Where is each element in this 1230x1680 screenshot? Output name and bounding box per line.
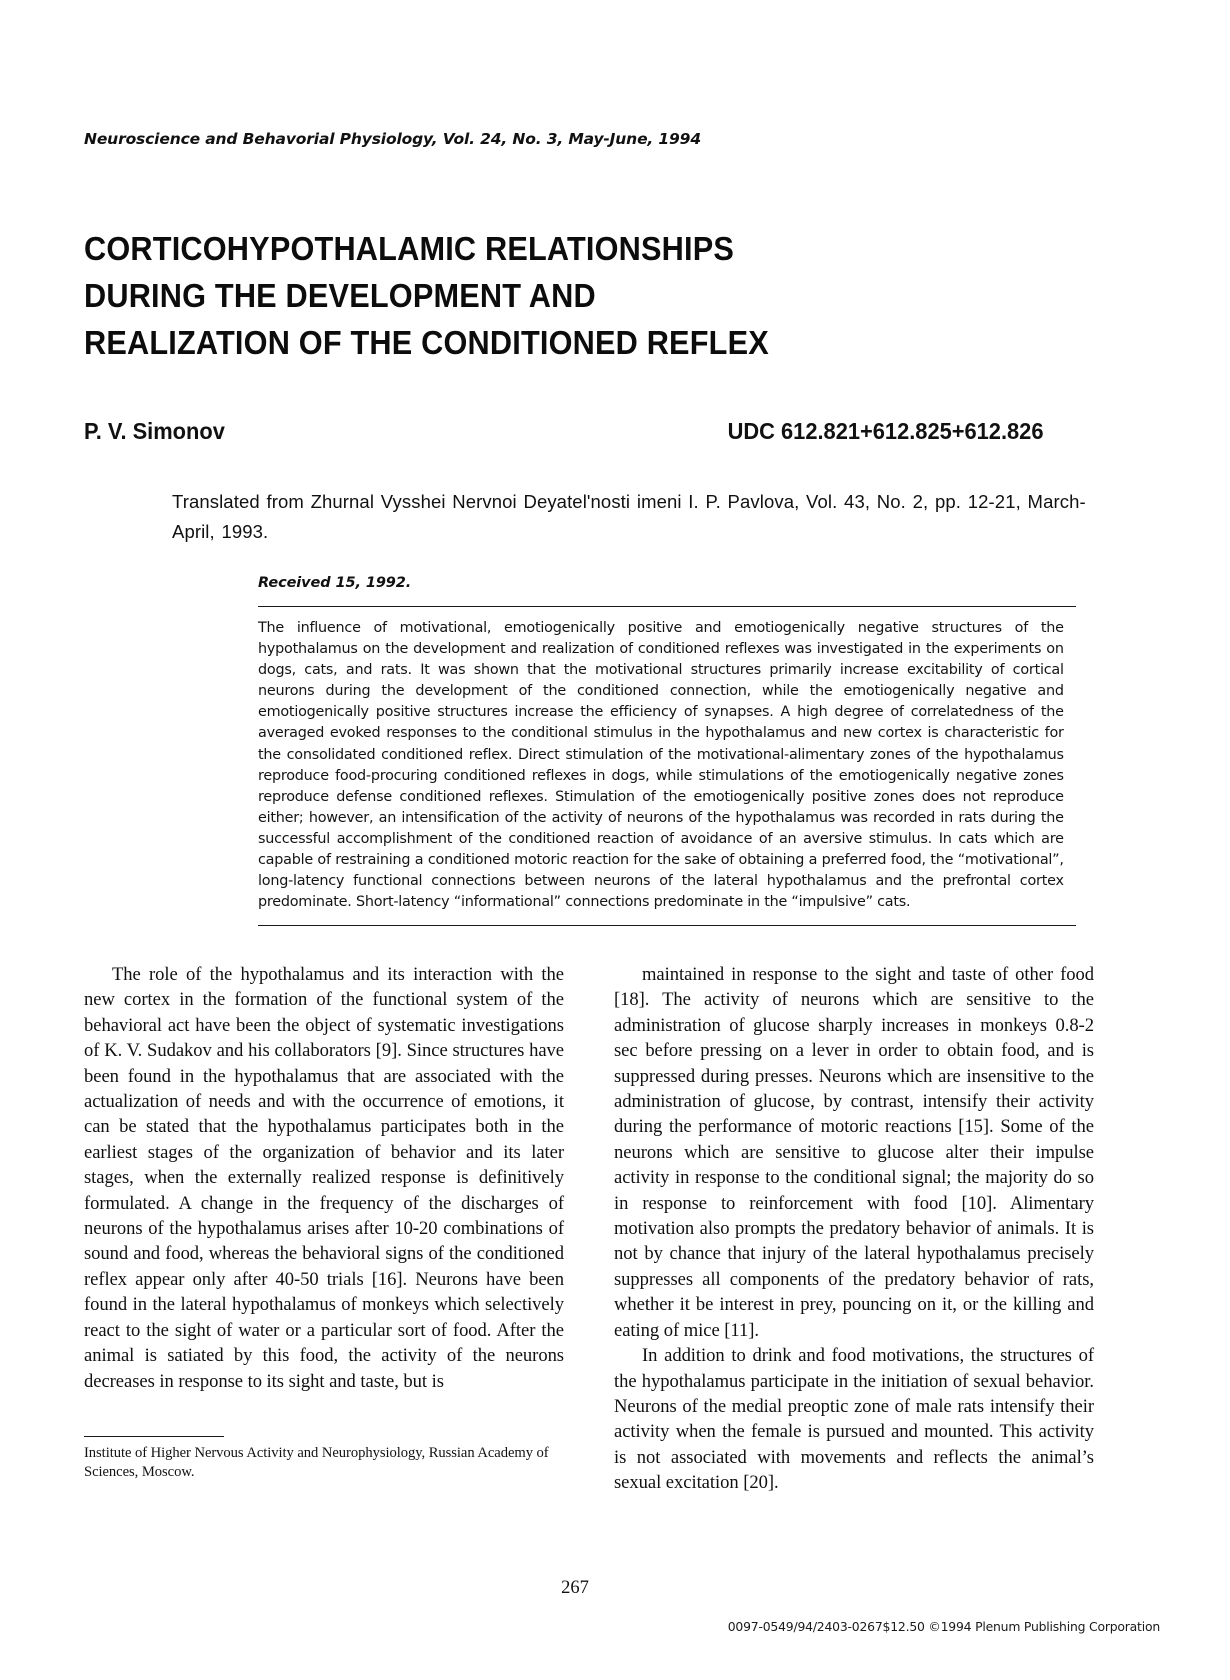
article-title xyxy=(84,225,1094,366)
abstract-top-rule xyxy=(258,606,1076,607)
byline-row xyxy=(84,418,1044,445)
right-column xyxy=(614,962,1094,1496)
abstract-text: The influence of motivational, emotiogenically positive and emotiogenically negative structures of the hypothalamus on the development and realization of conditioned reflexes was investigated in the experiments on dogs, cats, and rats. It was shown that the motivational structures primarily increase excitability of cortical neurons during the development of the conditioned connection, while the emotiogenically negative and emotiogenically positive structures increase the efficiency of synapses. A high degree of correlatedness of the averaged evoked responses to the conditional stimulus in the hypothalamus and new cortex is characteristic for the consolidated conditioned reflex. Direct stimulation of the motivational-alimentary zones of the hypothalamus reproduce food-procuring conditioned reflexes in dogs, while stimulations of the emotiogenically negative zones reproduce defense conditioned reflexes. Stimulation of the emotiogenically positive zones does not reproduce either; however, an intensification of the activity of neurons of the hypothalamus was recorded in rats during the successful accomplishment of the conditioned reaction of avoidance of an aversive stimulus. In cats which are capable of restraining a conditioned motoric reaction for the sake of obtaining a preferred food, the “motivational”, long-latency functional connections between neurons of the lateral hypothalamus and the prefrontal cortex predominate. Short-latency “informational” connections predominate in the “impulsive” cats. xyxy=(258,619,1064,911)
body-paragraph: maintained in response to the sight and taste of other food [18]. The activity of neurons which are sensitive to the administration of glucose sharply increases in monkeys 0.8-2 sec before pressing on a lever in order to obtain food, and is suppressed during presses. Neurons which are insensitive to the administration of glucose, by contrast, intensify their activity during the performance of motoric reactions [15]. Some of the neurons which are sensitive to glucose alter their impulse activity in response to the conditional signal; the majority do so in response to reinforcement with food [10]. Alimentary motivation also prompts the predatory behavior of animals. It is not by chance that injury of the lateral hypothalamus precisely suppresses all components of the predatory behavior of rats, whether it be interest in prey, pouncing on it, or the killing and eating of mice [11]. xyxy=(614,964,1094,1341)
body-paragraph: The role of the hypothalamus and its interaction with the new cortex in the formation of the functional system of the behavioral act have been the object of systematic investigations of K. V. Sudakov and his collaborators [9]. Since structures have been found in the hypothalamus that are associated with the actualization of needs and with the occurrence of emotions, it can be stated that the hypothalamus participates both in the earliest stages of the organization of behavior and its later stages, when the externally realized response is definitively formulated. A change in the frequency of the discharges of neurons of the hypothalamus arises after 10-20 combinations of sound and food, whereas the behavioral signs of the conditioned reflex appear only after 40-50 trials [16]. Neurons have been found in the lateral hypothalamus of monkeys which selectively react to the sight of water or a particular sort of food. After the animal is satiated by this food, the activity of the neurons decreases in response to its sight and taste, but is xyxy=(84,964,564,1392)
footnote-separator-rule xyxy=(84,1436,224,1437)
title-line-1: CORTICOHYPOTHALAMIC RELATIONSHIPS xyxy=(84,230,735,267)
footnote-text: Institute of Higher Nervous Activity and Neurophysiology, Russian Academy of Sciences, Moscow. xyxy=(84,1445,549,1480)
left-column xyxy=(84,962,564,1496)
copyright-line: 0097-0549/94/2403-0267$12.50 ©1994 Plenum Publishing Corporation xyxy=(727,1619,1160,1634)
title-line-2: DURING THE DEVELOPMENT AND xyxy=(84,277,596,314)
abstract-bottom-rule xyxy=(258,925,1076,926)
udc-code: UDC 612.821+612.825+612.826 xyxy=(727,418,1044,444)
author-name: P. V. Simonov xyxy=(84,418,225,444)
body-paragraph: In addition to drink and food motivations, the structures of the hypothalamus participate in the initiation of sexual behavior. Neurons of the medial preoptic zone of male rats intensify their activity when the female is pursued and mounted. This activity is not associated with movements and reflects the animal’s sexual excitation [20]. xyxy=(614,1345,1094,1494)
translated-from-note: Translated from Zhurnal Vysshei Nervnoi Deyatel'nosti imeni I. P. Pavlova, Vol. 43, No. 2, pp. 12-21, March-April, 1993. xyxy=(172,491,1086,542)
body-columns xyxy=(84,962,1094,1496)
title-line-3: REALIZATION OF THE CONDITIONED REFLEX xyxy=(84,324,769,361)
received-date: Received 15, 1992. xyxy=(258,575,412,591)
affiliation-footnote xyxy=(84,1436,564,1482)
abstract-block xyxy=(258,606,1076,912)
journal-running-head: Neuroscience and Behavorial Physiology, Vol. 24, No. 3, May-June, 1994 xyxy=(84,130,701,148)
page-number: 267 xyxy=(561,1578,589,1598)
